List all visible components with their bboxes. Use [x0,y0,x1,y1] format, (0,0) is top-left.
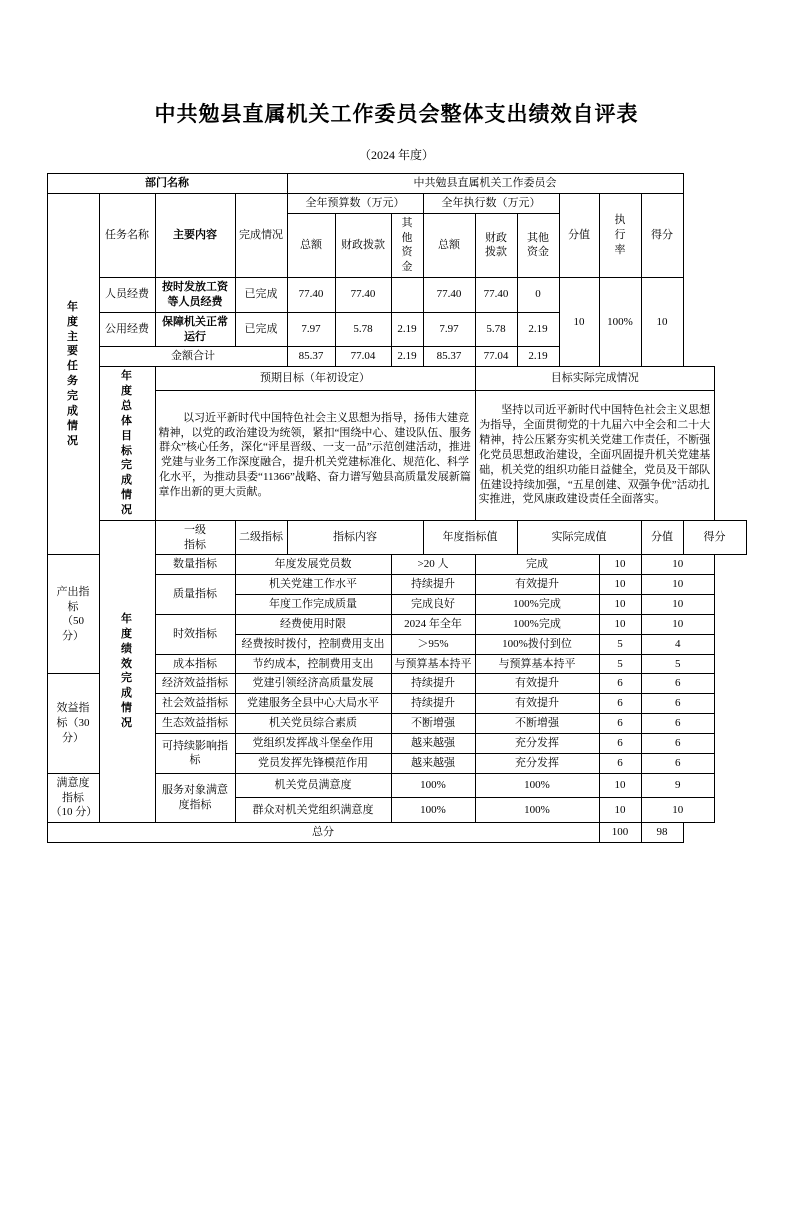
exec-total: 7.97 [423,312,475,347]
indicator-actual: 有效提升 [475,694,599,714]
total-label: 金额合计 [99,347,287,367]
indicator-score-value: 5 [599,634,641,654]
exec-fiscal: 5.78 [475,312,517,347]
indicator-score-value: 10 [599,555,641,575]
document-page [0,98,793,1220]
page-title: 中共勉县直属机关工作委员会整体支出绩效自评表 [154,102,639,126]
level2-label: 成本指标 [155,654,235,674]
indicator-target: 100% [391,773,475,798]
expected-goal-header: 预期目标（年初设定） [155,367,475,391]
indicator-content: 机关党员综合素质 [235,714,391,734]
budget-other [391,278,423,313]
indicator-content: 年度工作完成质量 [235,595,391,615]
expected-goal-text: 以习近平新时代中国特色社会主义思想为指导，扬伟大建竞精神，以党的政治建设为统领，紧扣“围绕中心、建设队伍、服务群众”核心任务，深化“评星晋级、一支一品”示范创建活动，推进党建与业务工作深度融合，提升机关党建标准化、规范化、科学化水平，为推动县委“11366”战略、奋力谱写勉县高质量发展新篇章作出新的更大贡献。 [155,390,475,520]
section1-exec-rate: 100% [599,278,641,367]
performance-table [47,173,747,843]
header-status: 完成情况 [235,193,287,277]
section1-score: 10 [641,278,683,367]
header-score-value: 分值 [559,193,599,277]
indicator-score-value: 6 [599,674,641,694]
budget-total: 77.40 [287,278,335,313]
level2-label: 经济效益指标 [155,674,235,694]
total-exec-fiscal: 77.04 [475,347,517,367]
section2-header-row [47,367,746,391]
indicator-target: 持续提升 [391,575,475,595]
indicator-score: 6 [641,674,715,694]
total-exec-other: 2.19 [517,347,559,367]
indicator-content: 经费按时拨付，控制费用支出 [235,634,391,654]
grand-total-row [47,823,746,843]
grand-total-score: 98 [641,823,683,843]
header-task-name: 任务名称 [99,193,155,277]
grand-total-score-value: 100 [599,823,641,843]
indicator-score: 5 [641,654,715,674]
header-exec-total: 总额 [423,213,475,277]
indicator-target: 100% [391,798,475,823]
indicator-content: 党组织发挥战斗堡垒作用 [235,734,391,754]
section1-group-header [47,193,746,213]
dept-row [47,174,746,194]
indicator-actual: 充分发挥 [475,753,599,773]
indicator-content: 经费使用时限 [235,614,391,634]
budget-fiscal: 5.78 [335,312,391,347]
section3-header-row [47,520,746,555]
header-budget-total: 总额 [287,213,335,277]
indicator-target: 不断增强 [391,714,475,734]
indicator-target: 与预算基本持平 [391,654,475,674]
indicator-score-value: 6 [599,734,641,754]
indicator-actual: 充分发挥 [475,734,599,754]
dept-label: 部门名称 [47,174,287,194]
indicator-target: 持续提升 [391,694,475,714]
header-exec-fiscal: 财政 拨款 [475,213,517,277]
task-name: 人员经费 [99,278,155,313]
header-budget-fiscal: 财政拨款 [335,213,391,277]
header-content: 主要内容 [155,193,235,277]
dept-value: 中共勉县直属机关工作委员会 [287,174,683,194]
indicator-score: 6 [641,734,715,754]
indicator-content: 节约成本，控制费用支出 [235,654,391,674]
indicator-score-value: 10 [599,773,641,798]
actual-goal-header: 目标实际完成情况 [475,367,715,391]
level1-output: 产出指 标 （50 分） [47,555,99,674]
exec-other: 2.19 [517,312,559,347]
indicator-score: 10 [641,555,715,575]
indicator-score: 10 [641,614,715,634]
indicator-target: 持续提升 [391,674,475,694]
table-row [47,278,746,313]
indicator-actual: 完成 [475,555,599,575]
level2-label: 可持续影响指标 [155,734,235,774]
page-subtitle: （2024 年度） [358,148,434,162]
total-budget-other: 2.19 [391,347,423,367]
indicator-target: 完成良好 [391,595,475,615]
header-level2: 二级指标 [235,520,287,555]
indicator-score-value: 6 [599,694,641,714]
header-score-value: 分值 [641,520,683,555]
indicator-target: 越来越强 [391,753,475,773]
header-exec-other: 其他 资金 [517,213,559,277]
section1-row-label: 年 度 主 要 任 务 完 成 情 况 [47,193,99,555]
budget-other: 2.19 [391,312,423,347]
indicator-score-value: 5 [599,654,641,674]
total-budget-total: 85.37 [287,347,335,367]
header-exec-group: 全年执行数（万元） [423,193,559,213]
indicator-score: 4 [641,634,715,654]
indicator-score: 10 [641,595,715,615]
indicator-actual: 不断增强 [475,714,599,734]
indicator-target: ＞95% [391,634,475,654]
indicator-score-value: 10 [599,614,641,634]
indicator-score: 10 [641,575,715,595]
header-budget-group: 全年预算数（万元） [287,193,423,213]
level2-label: 服务对象满意度指标 [155,773,235,823]
indicator-content: 机关党员满意度 [235,773,391,798]
header-budget-other: 其 他 资 金 [391,213,423,277]
indicator-actual: 100% [475,798,599,823]
indicator-score: 9 [641,773,715,798]
grand-total-label: 总分 [47,823,599,843]
section3-row-label: 年 度 绩 效 完 成 情 况 [99,520,155,823]
level2-label: 数量指标 [155,555,235,575]
total-exec-total: 85.37 [423,347,475,367]
indicator-actual: 有效提升 [475,674,599,694]
indicator-content: 年度发展党员数 [235,555,391,575]
task-name: 公用经费 [99,312,155,347]
header-exec-rate: 执 行 率 [599,193,641,277]
indicator-content: 机关党建工作水平 [235,575,391,595]
indicator-actual: 与预算基本持平 [475,654,599,674]
task-content: 保障机关正常运行 [155,312,235,347]
level1-satisfaction: 满意度 指标 （10 分） [47,773,99,823]
exec-fiscal: 77.40 [475,278,517,313]
exec-other: 0 [517,278,559,313]
indicator-score-value: 6 [599,753,641,773]
indicator-actual: 有效提升 [475,575,599,595]
header-indicator-content: 指标内容 [287,520,423,555]
indicator-content: 党建引领经济高质量发展 [235,674,391,694]
level2-label: 质量指标 [155,575,235,615]
indicator-content: 党建服务全县中心大局水平 [235,694,391,714]
indicator-content: 党员发挥先锋模范作用 [235,753,391,773]
level1-benefit: 效益指 标（30 分） [47,674,99,773]
budget-fiscal: 77.40 [335,278,391,313]
level2-label: 社会效益指标 [155,694,235,714]
indicator-score: 6 [641,694,715,714]
indicator-actual: 100%完成 [475,595,599,615]
exec-total: 77.40 [423,278,475,313]
indicator-actual: 100%拨付到位 [475,634,599,654]
budget-total: 7.97 [287,312,335,347]
header-score: 得分 [641,193,683,277]
indicator-target: 2024 年全年 [391,614,475,634]
indicator-score: 10 [641,798,715,823]
task-status: 已完成 [235,312,287,347]
level2-label: 时效指标 [155,614,235,654]
indicator-actual: 100% [475,773,599,798]
header-target: 年度指标值 [423,520,517,555]
section2-row-label: 年 度 总 体 目 标 完 成 情 况 [99,367,155,520]
indicator-score-value: 10 [599,575,641,595]
indicator-score: 6 [641,753,715,773]
header-score: 得分 [683,520,746,555]
indicator-score: 6 [641,714,715,734]
task-status: 已完成 [235,278,287,313]
actual-goal-text: 坚持以司近平新时代中国特色社会主义思想为指导，全面贯彻党的十九届六中全会和二十大精神，持公压紧夯实机关党建工作责任，不断强化党员思想政治建设，全面巩固提升机关党建基础，机关党的组织功能日益健全，党员及干部队伍建设持续加强，“五星创建、双强争优”活动扎实推进，党风康政建设责任全面落实。 [475,390,715,520]
indicator-score-value: 10 [599,595,641,615]
indicator-score-value: 6 [599,714,641,734]
indicator-target: 越来越强 [391,734,475,754]
header-actual: 实际完成值 [517,520,641,555]
total-budget-fiscal: 77.04 [335,347,391,367]
indicator-content: 群众对机关党组织满意度 [235,798,391,823]
section1-score-value: 10 [559,278,599,367]
indicator-score-value: 10 [599,798,641,823]
level2-label: 生态效益指标 [155,714,235,734]
indicator-target: >20 人 [391,555,475,575]
indicator-actual: 100%完成 [475,614,599,634]
task-content: 按时发放工资等人员经费 [155,278,235,313]
header-level1: 一级 指标 [155,520,235,555]
